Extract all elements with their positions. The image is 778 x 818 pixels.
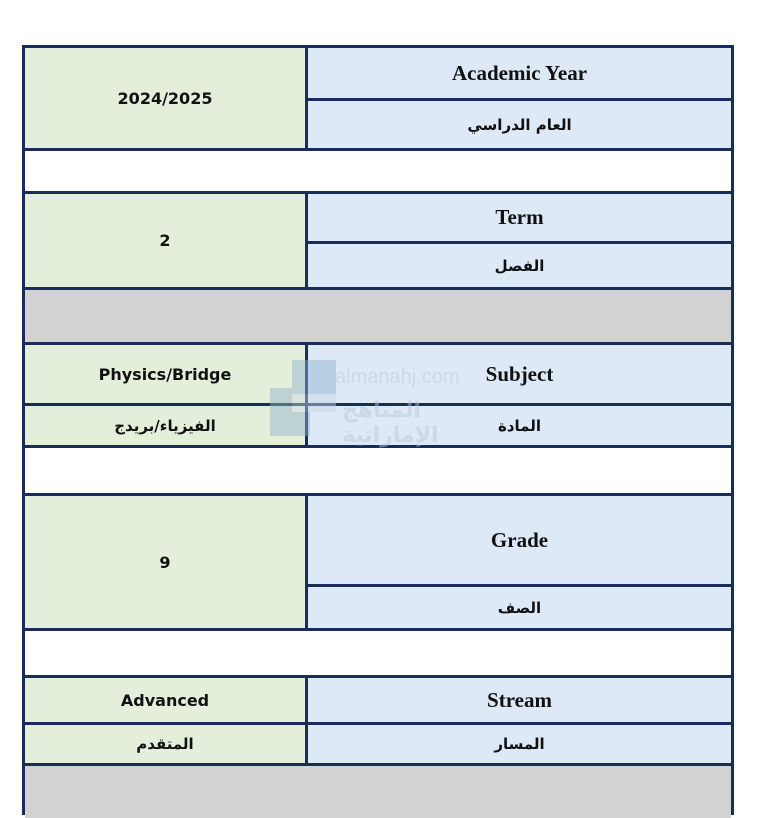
term-label-en: Term xyxy=(308,194,731,244)
watermark-text-ar: المناهج الإماراتية xyxy=(342,398,439,448)
info-sheet xyxy=(22,45,734,815)
grade-value xyxy=(25,496,308,631)
stream-label-ar: المسار xyxy=(308,725,731,766)
spacer-row-gray xyxy=(25,290,731,345)
academic-year-label-ar: العام الدراسي xyxy=(308,101,731,151)
stream-value-en: Advanced xyxy=(25,678,308,725)
academic-year-value-text: 2024/2025 xyxy=(117,88,213,108)
spacer-row xyxy=(25,151,731,194)
term-value-text: 2 xyxy=(159,231,171,250)
subject-label-en: Subject xyxy=(308,345,731,406)
watermark-text-en: almanahj.com xyxy=(335,366,460,388)
subject-label-ar: المادة xyxy=(308,406,731,448)
term-value xyxy=(25,194,308,290)
stream-value-ar: المتقدم xyxy=(25,725,308,766)
academic-year-value xyxy=(25,48,308,151)
grade-label-ar: الصف xyxy=(308,587,731,631)
stream-label-en: Stream xyxy=(308,678,731,725)
subject-value-ar: الفيزياء/بريدج xyxy=(25,406,308,448)
grade-label-en: Grade xyxy=(308,496,731,587)
spacer-row xyxy=(25,448,731,496)
grade-value-text: 9 xyxy=(159,552,171,572)
subject-value-en: Physics/Bridge xyxy=(25,345,308,406)
term-label-ar: الفصل xyxy=(308,244,731,290)
spacer-row-gray xyxy=(25,766,731,818)
academic-year-label-en: Academic Year xyxy=(308,48,731,101)
spacer-row xyxy=(25,631,731,678)
